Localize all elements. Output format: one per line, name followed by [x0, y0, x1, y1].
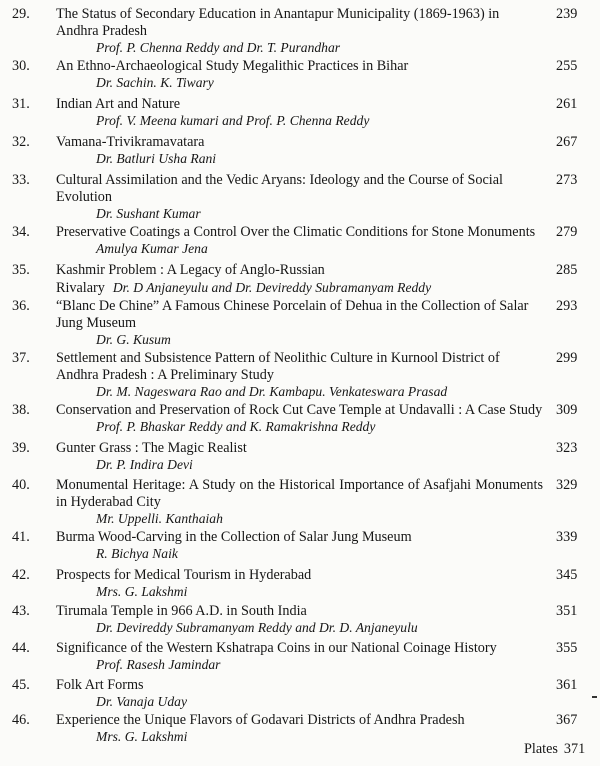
entry-number: 38. [12, 402, 30, 418]
entry-title: “Blanc De Chine” A Famous Chinese Porcelain of Dehua in the Collection of Salar Jung Museum [56, 298, 529, 331]
entry-title: Prospects for Medical Tourism in Hyderabad [56, 567, 312, 583]
entry-title: Experience the Unique Flavors of Godavari Districts of Andhra Pradesh [56, 712, 465, 728]
entry-title: The Status of Secondary Education in Anantapur Municipality (1869-1963) in Andhra Pradesh [56, 6, 500, 39]
entry-number: 41. [12, 529, 30, 545]
entry-title: Settlement and Subsistence Pattern of Neolithic Culture in Kurnool District of Andhra Pradesh : A Preliminary Study [56, 350, 500, 383]
entry-author: Dr. Devireddy Subramanyam Reddy and Dr. D. Anjaneyulu [96, 620, 418, 635]
entry-number: 39. [12, 440, 30, 456]
entry-author: Prof. P. Chenna Reddy and Dr. T. Purandhar [96, 40, 341, 55]
entry-author: Dr. Sushant Kumar [96, 206, 201, 221]
entry-page: 355 [556, 640, 578, 656]
plates-label: Plates [524, 741, 558, 757]
entry-title: Monumental Heritage: A Study on the Historical Importance of Asafjahi Monuments in Hyderabad City [56, 477, 543, 510]
entry-title: An Ethno-Archaeological Study Megalithic Practices in Bihar [56, 58, 409, 74]
entry-page: 273 [556, 172, 578, 188]
entry-number: 43. [12, 603, 30, 619]
plates-line [524, 741, 585, 758]
entry-page: 255 [556, 58, 578, 74]
entry-title: Kashmir Problem : A Legacy of Anglo-Russian [56, 262, 325, 278]
entry-title: Burma Wood-Carving in the Collection of Salar Jung Museum [56, 529, 412, 545]
entry-number: 31. [12, 96, 30, 112]
entry-number: 36. [12, 298, 30, 314]
entry-page: 323 [556, 440, 578, 456]
entry-page: 293 [556, 298, 578, 314]
entry-number: 40. [12, 477, 30, 493]
entry-title: Significance of the Western Kshatrapa Coins in our National Coinage History [56, 640, 497, 656]
entry-number: 34. [12, 224, 30, 240]
entry-title: Preservative Coatings a Control Over the Climatic Conditions for Stone Monuments [56, 224, 536, 240]
entry-page: 267 [556, 134, 578, 150]
entry-author: Dr. D Anjaneyulu and Dr. Devireddy Subramanyam Reddy [112, 280, 432, 295]
entry-page: 339 [556, 529, 578, 545]
entry-author: Dr. Batluri Usha Rani [96, 151, 217, 166]
entry-number: 35. [12, 262, 30, 278]
entry-title-continuation: Rivalary [56, 280, 105, 296]
entry-number: 32. [12, 134, 30, 150]
entry-author: Dr. Vanaja Uday [96, 694, 187, 709]
entry-author: Dr. P. Indira Devi [96, 457, 193, 472]
entry-number: 45. [12, 677, 30, 693]
entry-number: 33. [12, 172, 30, 188]
entry-author: Mrs. G. Lakshmi [96, 729, 188, 744]
entry-title: Cultural Assimilation and the Vedic Aryans: Ideology and the Course of Social Evolution [56, 172, 503, 205]
entry-page: 345 [556, 567, 578, 583]
entry-page: 261 [556, 96, 578, 112]
entry-author: R. Bichya Naik [96, 546, 178, 561]
entry-number: 44. [12, 640, 30, 656]
entry-number: 30. [12, 58, 30, 74]
entry-title: Tirumala Temple in 966 A.D. in South India [56, 603, 307, 619]
entry-page: 329 [556, 477, 578, 493]
entry-author: Prof. P. Bhaskar Reddy and K. Ramakrishna Reddy [96, 419, 376, 434]
entry-page: 309 [556, 402, 578, 418]
entry-author: Mrs. G. Lakshmi [96, 584, 188, 599]
entry-page: 279 [556, 224, 578, 240]
entry-page: 351 [556, 603, 578, 619]
entry-number: 37. [12, 350, 30, 366]
entry-title: Conservation and Preservation of Rock Cut Cave Temple at Undavalli : A Case Study [56, 402, 543, 418]
entry-author: Prof. V. Meena kumari and Prof. P. Chenna Reddy [96, 113, 370, 128]
entry-author: Dr. Sachin. K. Tiwary [96, 75, 214, 90]
entry-title: Gunter Grass : The Magic Realist [56, 440, 247, 456]
entry-author: Amulya Kumar Jena [96, 241, 208, 256]
entry-number: 42. [12, 567, 30, 583]
entry-author: Mr. Uppelli. Kanthaiah [96, 511, 223, 526]
entry-page: 285 [556, 262, 578, 278]
entry-title: Indian Art and Nature [56, 96, 181, 112]
entry-author: Prof. Rasesh Jamindar [96, 657, 221, 672]
entry-number: 46. [12, 712, 30, 728]
stray-mark [592, 696, 597, 698]
plates-page: 371 [563, 741, 586, 757]
entry-number: 29. [12, 6, 30, 22]
entry-author: Dr. G. Kusum [96, 332, 171, 347]
entry-author: Dr. M. Nageswara Rao and Dr. Kambapu. Venkateswara Prasad [96, 384, 448, 399]
entry-title: Folk Art Forms [56, 677, 144, 693]
entry-page: 361 [556, 677, 578, 693]
entry-title: Vamana-Trivikramavatara [56, 134, 205, 150]
entry-page: 299 [556, 350, 578, 366]
entry-page: 367 [556, 712, 578, 728]
entry-page: 239 [556, 6, 578, 22]
